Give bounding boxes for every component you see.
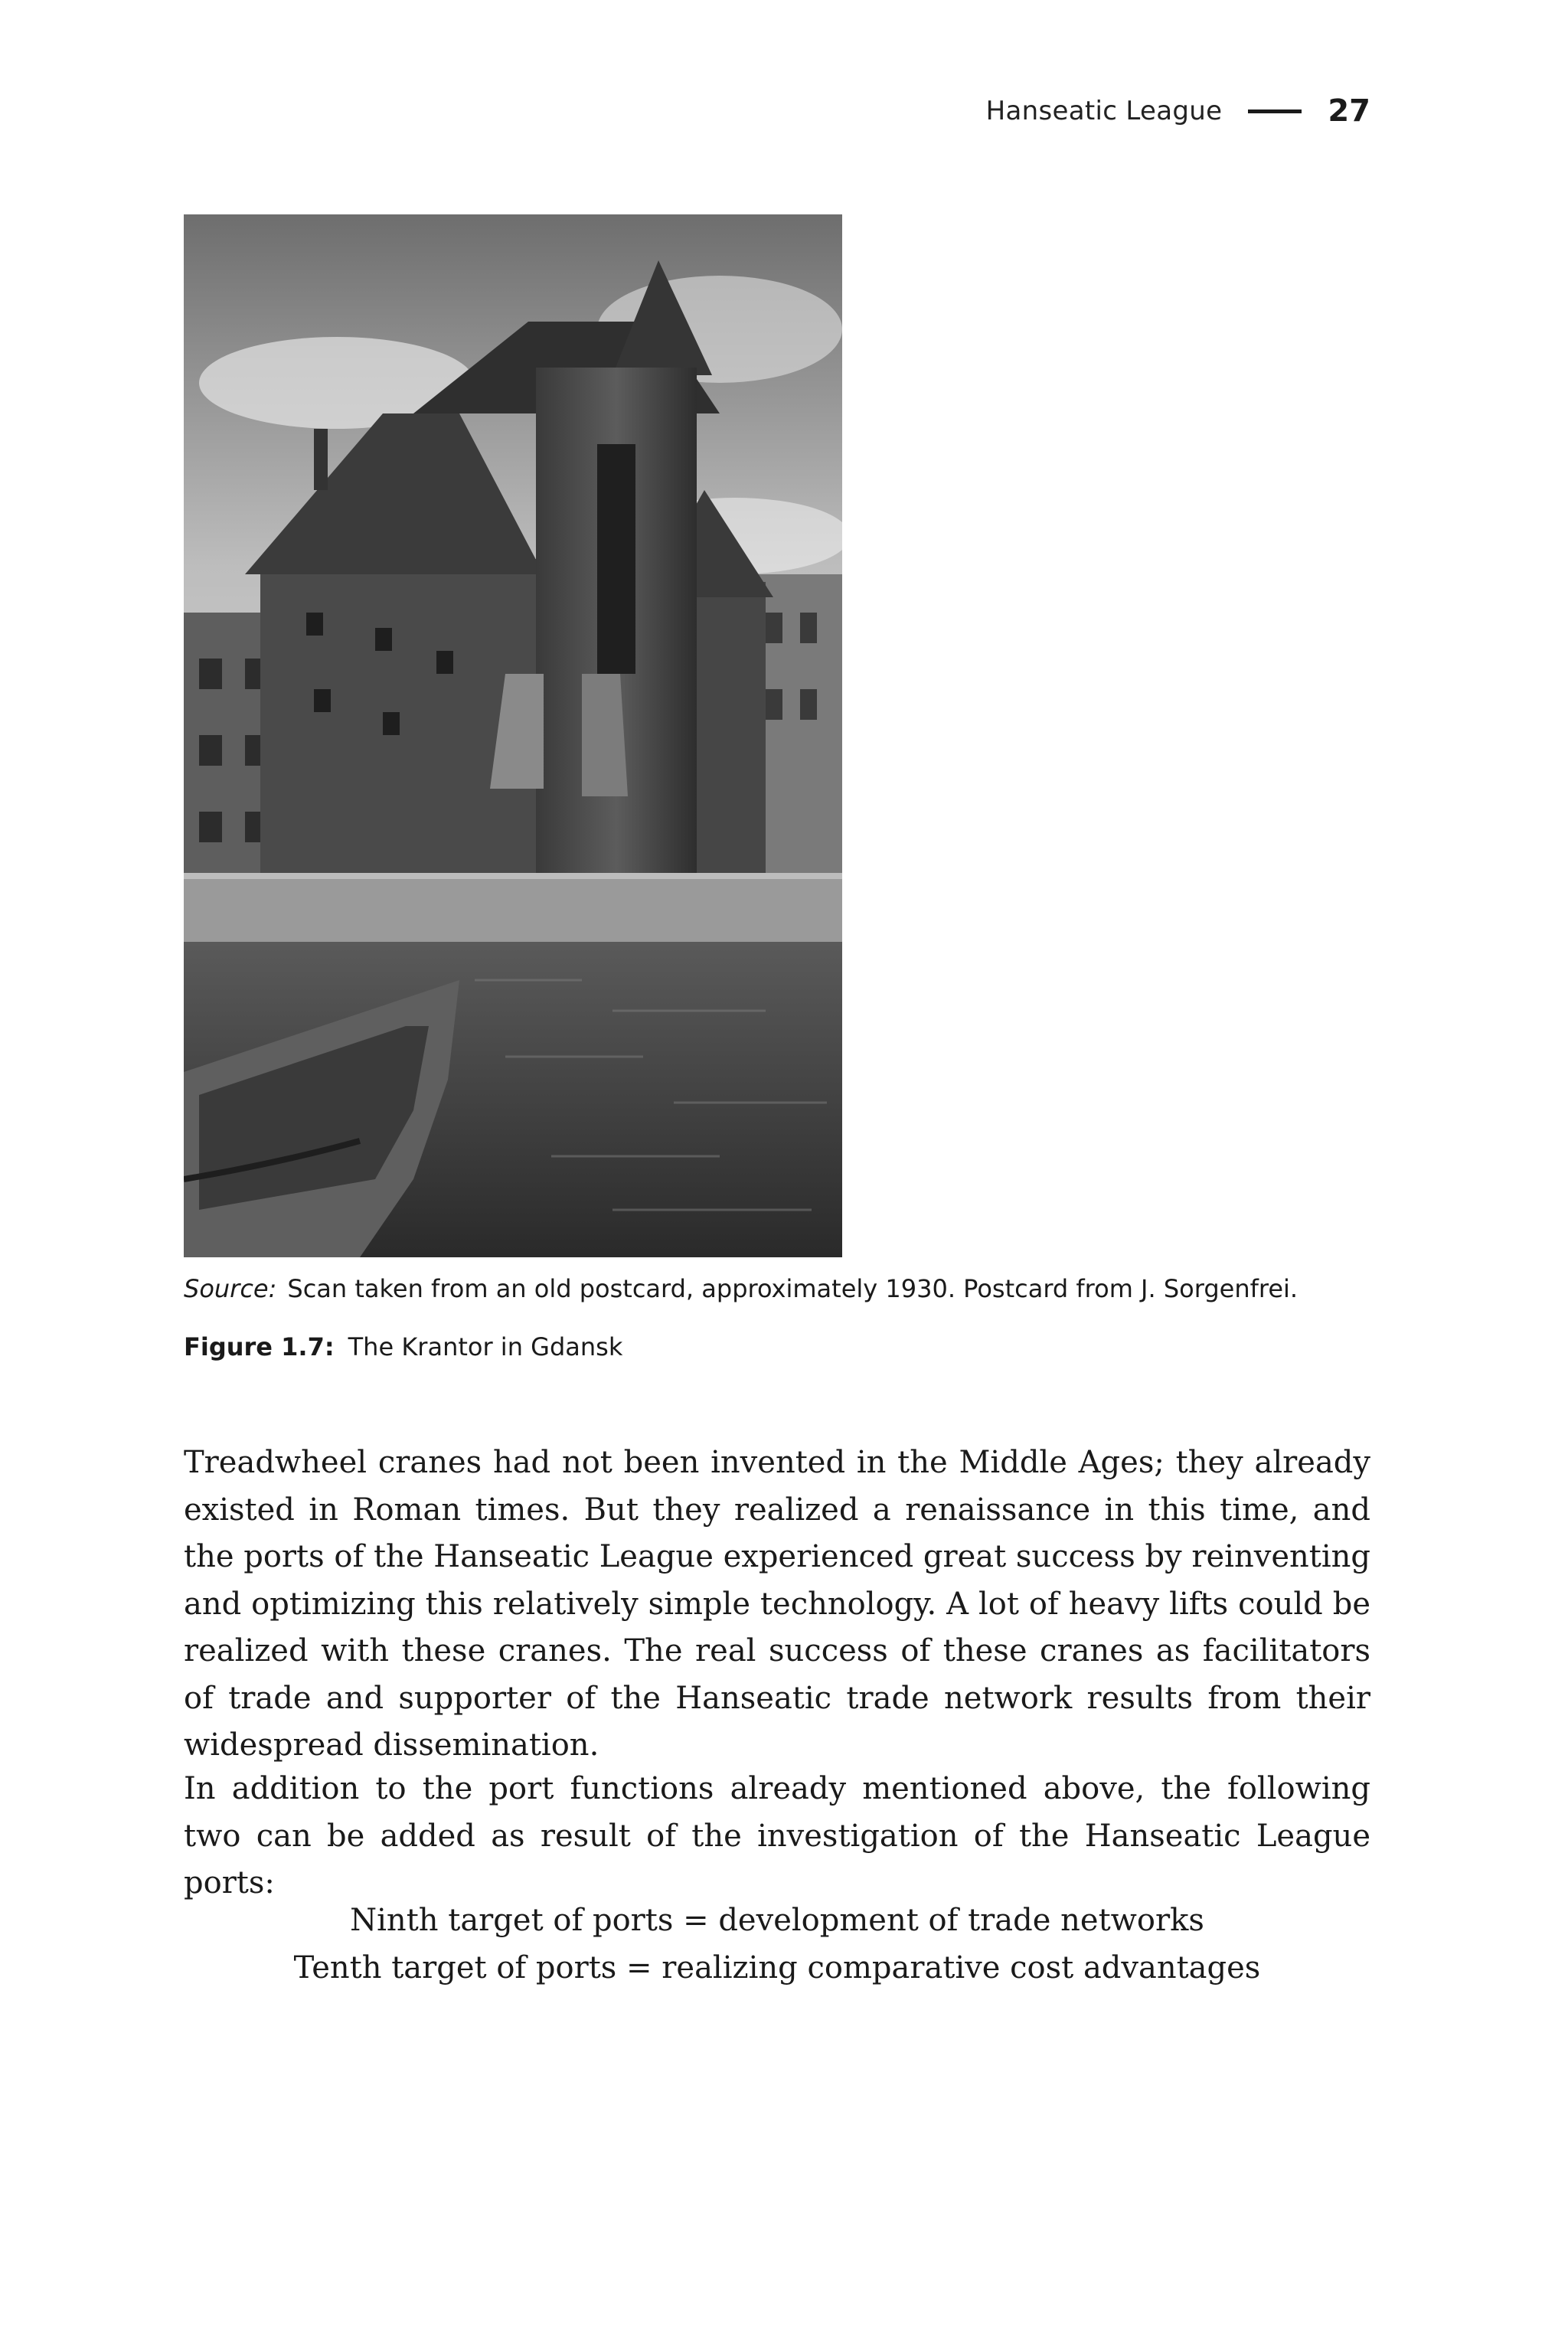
running-title: Hanseatic League — [985, 96, 1223, 126]
figure-title: The Krantor in Gdansk — [348, 1332, 623, 1361]
page-number: 27 — [1328, 93, 1370, 129]
source-text: Scan taken from an old postcard, approximately 1930. Postcard from J. Sorgenfrei. — [287, 1274, 1298, 1303]
body-paragraph-2: In addition to the port functions already mentioned above, the following two can be added as result of the investigation of the Hanseatic League ports: — [184, 1771, 1370, 1900]
krantor-photo-illustration — [184, 214, 842, 1257]
figure-caption — [184, 1332, 1378, 1361]
running-header — [0, 93, 1370, 129]
tenth-target-line: Tenth target of ports = realizing comparative cost advantages — [293, 1950, 1261, 1985]
port-targets — [184, 1897, 1370, 1992]
figure-label: Figure 1.7: — [184, 1332, 335, 1361]
body-paragraph-1: Treadwheel cranes had not been invented in the Middle Ages; they already existed in Roman times. But they realized a renaissance in this time, and the ports of the Hanseatic League experienced great success by reinventing and optimizing this relatively simple technology. A lot of heavy lifts could be realized with these cranes. The real success of these cranes as facilitators of trade and supporter of the Hanseatic trade network results from their widespread dissemination. — [184, 1445, 1370, 1763]
ninth-target-line: Ninth target of ports = development of trade networks — [350, 1903, 1204, 1938]
source-label: Source: — [184, 1274, 277, 1303]
krantor-photo — [184, 214, 842, 1257]
figure-source-caption — [184, 1274, 1378, 1303]
header-rule — [1248, 109, 1302, 113]
